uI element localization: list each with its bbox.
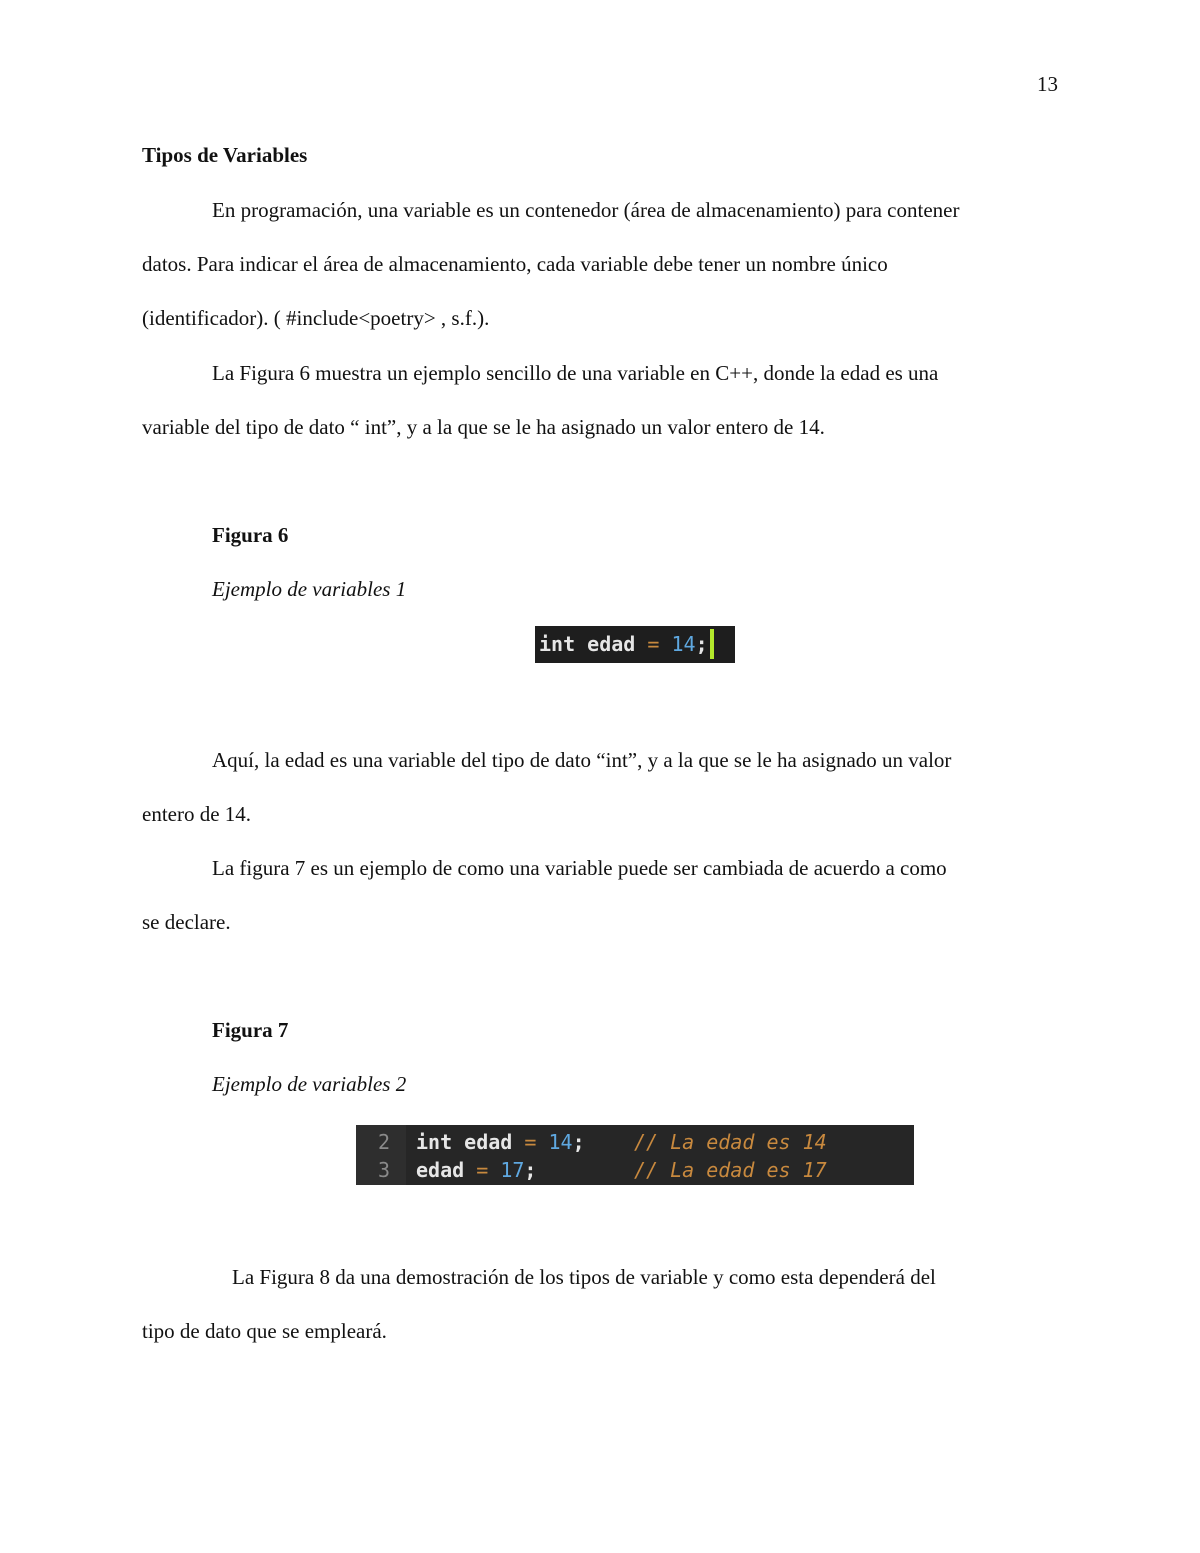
code-semicolon: ;: [695, 632, 708, 656]
code-number: 17: [500, 1158, 525, 1182]
line-number: 2: [378, 1130, 391, 1154]
paragraph-4-line-2: se declare.: [142, 910, 231, 934]
paragraph-1-line-3: (identificador). ( #include<poetry> , s.f.).: [142, 306, 490, 330]
paragraph-2-line-2: variable del tipo de dato “ int”, y a la que se le ha asignado un valor entero de 14.: [142, 415, 825, 439]
figure-6-label: Figura 6: [212, 523, 289, 547]
figure-7-code-snippet: [356, 1125, 914, 1185]
code-operator: =: [524, 1130, 537, 1154]
figure-6-caption: Ejemplo de variables 1: [212, 577, 407, 601]
paragraph-3-line-2: entero de 14.: [142, 802, 252, 826]
code-keyword: int: [416, 1130, 453, 1154]
code-comment: // La edad es 14: [634, 1130, 827, 1154]
paragraph-2-line-1: La Figura 6 muestra un ejemplo sencillo de una variable en C++, donde la edad es una: [212, 361, 939, 385]
paragraph-5-line-2: tipo de dato que se empleará.: [142, 1319, 387, 1343]
code-operator: =: [476, 1158, 489, 1182]
line-number: 3: [378, 1158, 391, 1182]
paragraph-4-line-1: La figura 7 es un ejemplo de como una variable puede ser cambiada de acuerdo a como: [212, 856, 947, 880]
code-operator: =: [647, 632, 660, 656]
code-number: 14: [671, 632, 696, 656]
code-keyword: int: [539, 632, 576, 656]
paragraph-1-line-2: datos. Para indicar el área de almacenamiento, cada variable debe tener un nombre único: [142, 252, 888, 276]
paragraph-3-line-1: Aquí, la edad es una variable del tipo de dato “int”, y a la que se le ha asignado un valor: [212, 748, 952, 772]
code-semicolon: ;: [572, 1130, 585, 1154]
figure-7-label: Figura 7: [212, 1018, 289, 1042]
paragraph-1-line-1: En programación, una variable es un contenedor (área de almacenamiento) para contener: [212, 198, 960, 222]
text-cursor: [710, 629, 714, 659]
figure-7-caption: Ejemplo de variables 2: [212, 1072, 407, 1096]
code-identifier: edad: [416, 1158, 465, 1182]
code-number: 14: [548, 1130, 573, 1154]
code-identifier: edad: [587, 632, 636, 656]
section-heading: Tipos de Variables: [142, 143, 308, 167]
figure-6-code-snippet: [535, 626, 735, 663]
paragraph-5-line-1: La Figura 8 da una demostración de los tipos de variable y como esta dependerá del: [232, 1265, 936, 1289]
code-comment: // La edad es 17: [634, 1158, 827, 1182]
code-semicolon: ;: [524, 1158, 537, 1182]
page-number: 13: [1037, 72, 1058, 96]
code-identifier: edad: [464, 1130, 513, 1154]
